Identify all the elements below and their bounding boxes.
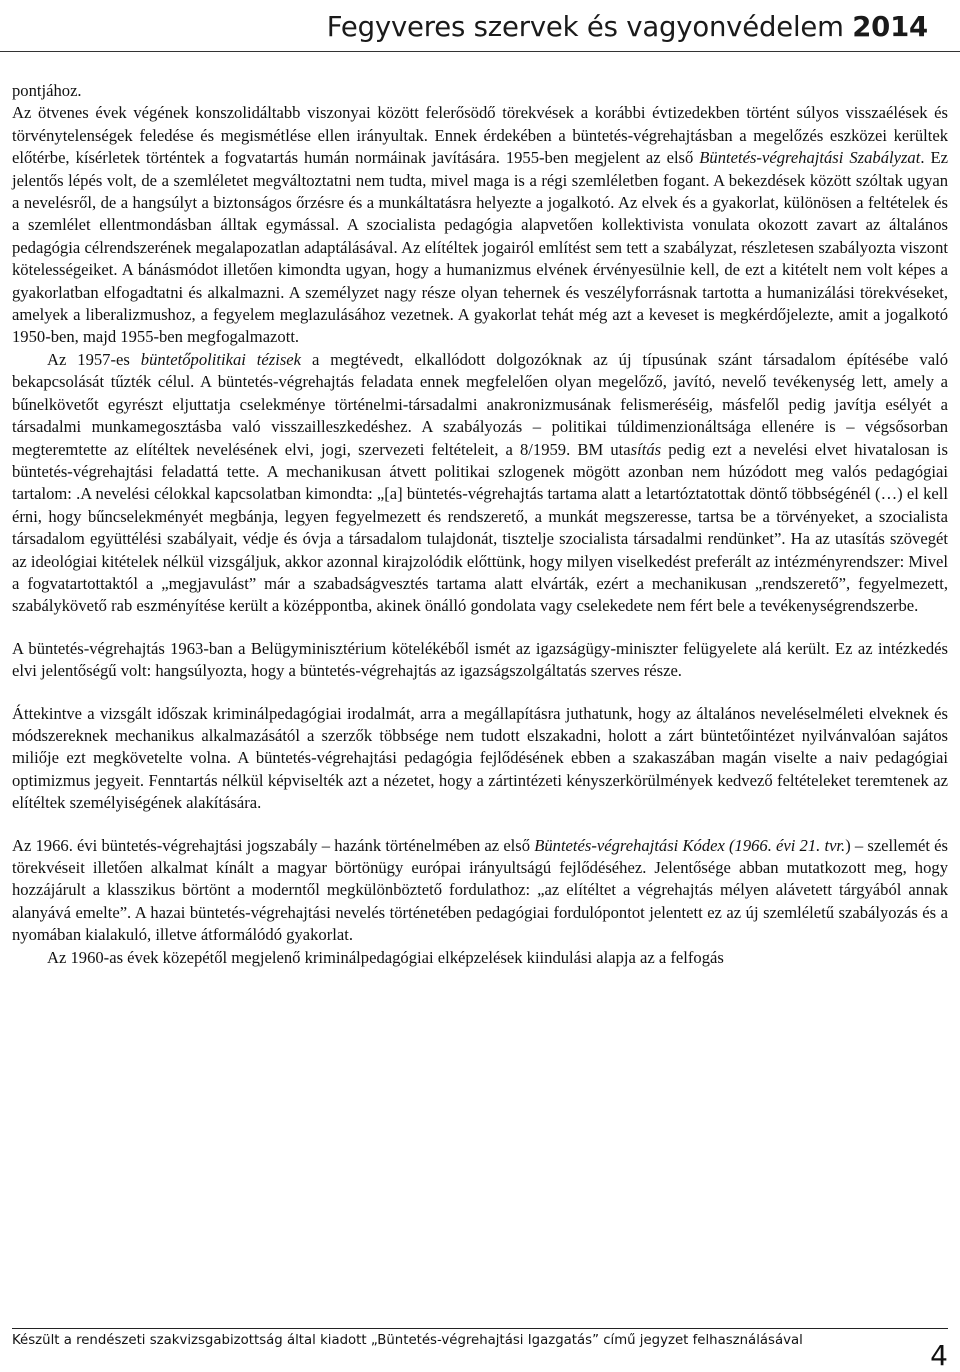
paragraph-text: pedig ezt a nevelési elvet hivatalosan is büntetés-végrehajtási feladattá tette. A mechanikusan átvett politikai szlogenek mögött azonban nem húzódott meg valós pedagógiai tartalom: .A nevelési célokkal kapcsolatban kimondta: „[a] büntetés-végrehajtás tartama alatt a letartóztatottak döntő többségénél (…) el kell érni, hogy bűncselekményét megbánja, legyen fegyelmezett és rendszerető, a munkát megszeresse, tartsa be a törvényeket, a szocialista társadalom együttélési szabályait, védje és óvja a társadalom tulajdonát, tisztelje szocialista társadalmi rendünket”. Ha az utasítás szövegét az ideológiai kitételek nélkül vizsgáljuk, akkor azonnal kirajzolódik előttünk, hogy milyen viselkedést preferált az intézményrendszer: Mivel a fogvatartottaktól a „megjavulást” már a szabadságvesztés tartama alatt elvárták, ezért a mechanikusan „rendszerető”, fegyelmezett, szabálykövető rab eszményítése került a középpontba, akinek önálló gondolata vagy cselekedete nem fért bele a tevékenységrendszerbe. xyxy=(12,439,948,616)
paragraph xyxy=(12,102,948,348)
header-title-text: Fegyveres szervek és vagyonvédelem xyxy=(326,11,844,43)
document-body xyxy=(12,80,948,969)
paragraph xyxy=(12,947,948,969)
italic-text: büntetőpolitikai tézisek xyxy=(140,349,302,369)
paragraph xyxy=(12,638,948,683)
italic-text: sítás xyxy=(630,439,662,459)
page-footer xyxy=(12,1328,948,1371)
paragraph-text: Az 1957-es xyxy=(47,349,141,369)
paragraph-text: Az 1966. évi büntetés-végrehajtási jogszabály – hazánk történelmében az első xyxy=(12,835,535,855)
paragraph-text: Áttekintve a vizsgált időszak kriminálpedagógiai irodalmát, arra a megállapításra juthatunk, hogy az általános neveléselméleti elveknek és módszereknek mechanikus alkalmazásától a szerzők többsége nem tudott elszakadni, holott a zárt büntetőintézet nyilvánvalóan sajátos miliője ezt megkövetelte volna. A büntetés-végrehajtási pedagógia fejlődésének ebben a szakaszában magán viselte a naiv pedagógiai optimizmus jegyeit. Fenntartás nélkül képviselték azt a nézetet, hogy a zártintézeti kényszerkörülmények kedvező feltételeket teremtenek az elítéltek személyiségének alakítására. xyxy=(12,703,948,813)
header-year: 2014 xyxy=(852,11,928,43)
italic-text: Büntetés-végrehajtási Kódex (1966. évi 21. tvr. xyxy=(534,835,846,855)
paragraph-text: pontjához. xyxy=(12,81,82,100)
paragraph-text: . Ez jelentős lépés volt, de a szemléletet megváltoztatni nem tudta, mivel maga is a régi szemléletben fogant. A bekezdések között szóltak ugyan a nevelésről, de a hangsúlyt a biztonságos őrzésre és a munkáltatásra helyezte a jogalkotó. Az elvek és a gyakorlat, különösen a feltételek és a szemlélet ellentmondásban álltak egymással. A szocialista pedagógia alapvetően kollektivista vonulata okozott zavart az általános pedagógia célrendszerének megalapozatlan adaptálásával. Az elítéltek jogairól említést sem tett a szabályzat, részletesen szabályozta viszont kötelességeiket. A bánásmódot illetően kimondta ugyan, hogy a humanizmus elvének érvényesülnie kell, de ezt a kitételt nem volt képes a gyakorlatban elfogadtatni és alkalmazni. A személyzet nagy része olyan tehernek és veszélyforrásnak tartotta a humanizálási törekvéseket, amelyek a liberalizmushoz, a fegyelem meglazulásához vezetnek. A gyakorlat tehát még azt a keveset is megkérdőjelezte, amit a jogalkotó 1950-ben, majd 1955-ben megfogalmazott. xyxy=(12,148,948,347)
paragraph xyxy=(12,835,948,947)
italic-text: Büntetés-végrehajtási Szabályzat xyxy=(699,148,921,168)
paragraph xyxy=(12,349,948,618)
page-header xyxy=(0,0,960,58)
header-rule xyxy=(0,51,960,52)
page-number: 4 xyxy=(930,1339,948,1372)
paragraph-text: ) – szellemét és törekvéseit illetően alkalmat kínált a magyar börtönügy európai irányultságú fejlődéséhez. Jelentősége abban mutatkozott meg, hogy hozzájárult a klasszikus börtönt a moderntől megkülönböztető fordulathoz: „az elítéltet a végrehajtás mélyen alávetett tárgyából annak alanyává emelte”. A hazai büntetés-végrehajtási nevelés történetében pedagógiai fordulópontot jelentett ez az új szemléletű szabályozás és a nyomában kialakuló, illetve átformálódó gyakorlat. xyxy=(12,835,948,945)
paragraph-text: Az 1960-as évek közepétől megjelenő kriminálpedagógiai elképzelések kiindulási alapja az a felfogás xyxy=(47,947,724,967)
footer-rule xyxy=(12,1328,948,1329)
paragraph xyxy=(12,80,948,102)
paragraph xyxy=(12,703,948,815)
footer-source-note: Készült a rendészeti szakvizsgabizottság által kiadott „Büntetés-végrehajtási Igazgatás” című jegyzet felhasználásával xyxy=(12,1333,803,1348)
paragraph-text: Az ötvenes évek végének konszolidáltabb viszonyai között felerősödő törekvések a korábbi évtizedekben történt súlyos visszaélések és törvénytelenségek feledése és megismétlése ellen irányultak. Ennek érdekében a büntetés-végrehajtásban a megelőzés eszközei kerültek előtérbe, kísérletek történtek a fogvatartás humán normáinak javítására. 1955-ben megjelent az első xyxy=(12,103,948,168)
paragraph-text: a megtévedt, elkallódott dolgozóknak az új típusúnak szánt társadalom építésébe való bekapcsolását tűzték célul. A büntetés-végrehajtás feladata ennek megfelelően olyan megelőző, javító, nevelő tevékenység lett, amely a bűnelkövetőt egyrészt eljuttatja cselekménye történelmi-társadalmi anakronizmusának felismeréséig, másfelől pedig javítja esélyét a társadalmi munkamegosztásba való visszailleszkedéshez. A szabályozás – politikai túldimenzionáltsága ellenére is – végsősorban megteremtette az elítéltek nevelésének elvi, jogi, szervezeti feltételeit, a 8/1959. BM uta xyxy=(12,349,948,459)
paragraph-text: A büntetés-végrehajtás 1963-ban a Belügyminisztérium kötelékéből ismét az igazságügy-miniszter felügyelete alá került. Ez az intézkedés elvi jelentőségű volt: hangsúlyozta, hogy a büntetés-végrehajtás az igazságszolgáltatás szerves része. xyxy=(12,638,948,681)
header-title xyxy=(327,9,928,45)
